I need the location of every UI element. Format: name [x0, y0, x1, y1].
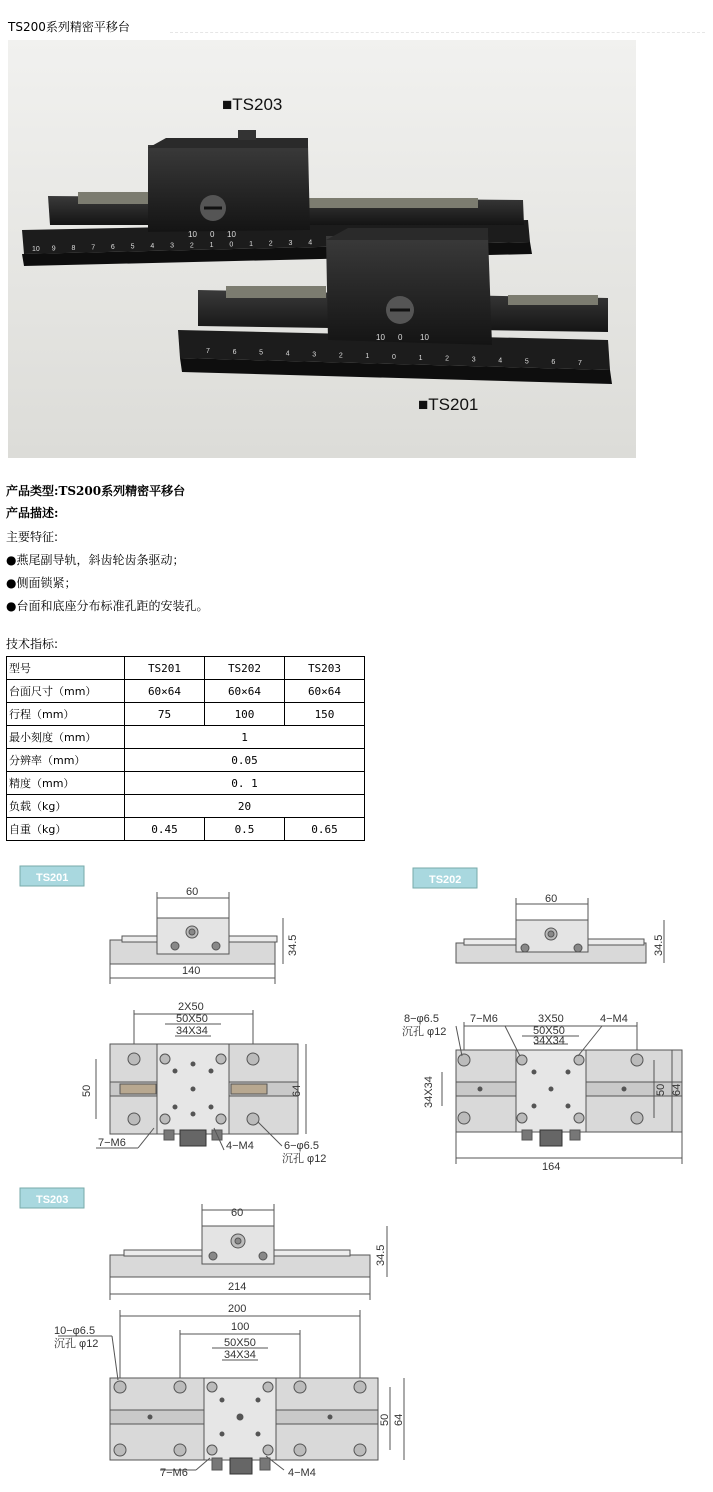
ruler-tick-label: 1	[209, 241, 214, 249]
ruler-tick-label: 1	[418, 354, 423, 362]
ruler-tick-label: 5	[259, 349, 264, 357]
ts203-tag-label: TS203	[36, 1194, 69, 1206]
tech-title: 技术指标:	[6, 637, 59, 651]
table-cell: 0.65	[285, 818, 365, 841]
technical-drawings	[0, 860, 713, 1492]
ruler-tick-label: 8	[71, 245, 76, 253]
ruler-tick-label: 4	[285, 350, 290, 358]
ruler-tick-label: 3	[471, 356, 476, 364]
ruler-tick-label: 10	[32, 246, 40, 253]
table-cell: 75	[125, 703, 205, 726]
ts203-dim-50x50: 50X50	[224, 1337, 256, 1349]
ruler-tick-label: 6	[232, 348, 237, 356]
photo-label-ts203: ■TS203	[222, 95, 283, 114]
table-cell: 1	[125, 726, 365, 749]
ruler-tick-label: 2	[268, 240, 273, 248]
table-cell: 最小刻度（mm）	[7, 726, 125, 749]
table-cell: 自重（kg）	[7, 818, 125, 841]
ts203-dim-length: 214	[228, 1281, 247, 1293]
table-header-row	[7, 657, 365, 680]
ts202-dim-34x34: 34X34	[533, 1035, 565, 1047]
table-header-cell: TS203	[285, 657, 365, 680]
ts203-m4: 4−M4	[288, 1467, 316, 1479]
product-type: 产品类型:TS200系列精密平移台	[6, 484, 186, 498]
ts202-dim-height: 34.5	[653, 934, 665, 956]
photo-label-ts201: ■TS201	[418, 395, 479, 414]
ts203-knob-scale	[188, 230, 236, 239]
ruler-tick-label: 7	[206, 348, 210, 355]
ts201-dim-34x34: 34X34	[176, 1025, 208, 1037]
ruler-tick-label: 5	[130, 243, 135, 251]
table-row	[7, 795, 365, 818]
ts202-dim-50: 50	[655, 1083, 667, 1096]
title-divider	[170, 32, 705, 33]
ts203-counterbore: 沉孔 φ12	[54, 1338, 99, 1350]
ruler-tick-label: 7	[91, 244, 96, 252]
table-row	[7, 772, 365, 795]
ruler-tick-label: 1	[365, 353, 370, 361]
ts202-dim-3x50: 3X50	[538, 1013, 564, 1025]
ruler-tick-label: 1	[249, 240, 253, 248]
ts203-dim-50: 50	[379, 1413, 391, 1426]
table-header-cell: TS201	[125, 657, 205, 680]
ts202-dim-64: 64	[671, 1083, 683, 1096]
table-row	[7, 749, 365, 772]
feature-item: ●燕尾副导轨，斜齿轮齿条驱动；	[6, 553, 185, 567]
ts201-counterbore: 沉孔 φ12	[282, 1153, 327, 1165]
table-header-cell: 型号	[7, 657, 125, 680]
ruler-tick-label: 2	[189, 242, 194, 250]
ts202-dim-length: 164	[542, 1161, 561, 1173]
ts202-dim-width: 60	[545, 893, 558, 905]
svg-text:10: 10	[227, 230, 236, 239]
svg-text:10: 10	[420, 333, 429, 342]
ruler-tick-label: 2	[338, 352, 343, 360]
svg-text:10: 10	[188, 230, 197, 239]
svg-text:0: 0	[398, 333, 403, 342]
ruler-tick-label: 6	[110, 244, 115, 252]
table-cell: 行程（mm）	[7, 703, 125, 726]
ruler-tick-label: 0	[392, 354, 396, 361]
ruler-tick-label: 4	[308, 239, 313, 247]
table-cell: 台面尺寸（mm）	[7, 680, 125, 703]
ts201-hole: 6−φ6.5	[284, 1140, 319, 1152]
ruler-tick-label: 7	[578, 360, 582, 367]
table-cell: 150	[285, 703, 365, 726]
table-row	[7, 726, 365, 749]
ts201-dim-50x50: 50X50	[176, 1013, 208, 1025]
table-cell: 20	[125, 795, 365, 818]
ts203-dim-200: 200	[228, 1303, 247, 1315]
ts203-dim-100: 100	[231, 1321, 250, 1333]
ts201-dim-length: 140	[182, 965, 201, 977]
ruler-tick-label: 0	[229, 241, 234, 249]
ts201-dim-64: 64	[291, 1084, 303, 1097]
table-cell: 精度（mm）	[7, 772, 125, 795]
ruler-tick-label: 2	[445, 355, 450, 363]
table-cell: 0.45	[125, 818, 205, 841]
ts201-dim-height: 34.5	[287, 934, 299, 956]
ruler-tick-label: 6	[551, 359, 556, 367]
features-title: 主要特征:	[6, 530, 59, 544]
ts203-hole: 10−φ6.5	[54, 1325, 96, 1337]
table-cell: 0.05	[125, 749, 365, 772]
ts203-m6: 7−M6	[160, 1467, 188, 1479]
ruler-tick-label: 9	[51, 245, 56, 253]
ts203-dim-height: 34.5	[375, 1244, 387, 1266]
ruler-tick-label: 4	[150, 243, 155, 251]
ts202-dim-50x50: 50X50	[533, 1025, 565, 1037]
feature-item: ●侧面锁紧；	[6, 576, 77, 590]
table-cell: 100	[205, 703, 285, 726]
svg-text:0: 0	[210, 230, 215, 239]
ts201-dim-width: 60	[186, 886, 199, 898]
ts202-counterbore: 沉孔 φ12	[402, 1026, 447, 1038]
feature-item: ●台面和底座分布标准孔距的安装孔。	[6, 599, 209, 613]
table-cell: 60×64	[285, 680, 365, 703]
ts201-dim-2x50: 2X50	[178, 1001, 204, 1013]
table-header-cell: TS202	[205, 657, 285, 680]
ruler-tick-label: 3	[288, 239, 293, 247]
table-cell: 0.5	[205, 818, 285, 841]
feature-list	[6, 549, 208, 618]
table-cell: 60×64	[125, 680, 205, 703]
ts202-tag-label: TS202	[429, 874, 462, 886]
ts203-dim-width: 60	[231, 1207, 244, 1219]
table-row	[7, 680, 365, 703]
table-cell: 分辨率（mm）	[7, 749, 125, 772]
table-row	[7, 703, 365, 726]
page-title: TS200系列精密平移台	[8, 20, 130, 34]
svg-text:10: 10	[376, 333, 385, 342]
ts203-dim-34x34: 34X34	[224, 1349, 256, 1361]
table-cell: 负载（kg）	[7, 795, 125, 818]
ts201-tag-label: TS201	[36, 872, 69, 884]
table-cell: 60×64	[205, 680, 285, 703]
ts202-m6: 7−M6	[470, 1013, 498, 1025]
ts202-dim-34x34-v: 34X34	[423, 1076, 435, 1108]
ts202-m4: 4−M4	[600, 1013, 628, 1025]
ts201-dim-50: 50	[81, 1084, 93, 1097]
ruler-tick-label: 3	[170, 242, 175, 250]
ts201-m4: 4−M4	[226, 1140, 254, 1152]
product-desc-label: 产品描述:	[6, 506, 59, 520]
product-photo	[8, 40, 636, 458]
ruler-tick-label: 4	[498, 357, 503, 365]
table-cell: 0. 1	[125, 772, 365, 795]
spec-table	[6, 656, 365, 841]
ts201-m6: 7−M6	[98, 1137, 126, 1149]
ts201-drawing	[20, 866, 306, 1150]
ts202-hole: 8−φ6.5	[404, 1013, 439, 1025]
ruler-tick-label: 5	[524, 358, 529, 366]
ts203-dim-64: 64	[393, 1413, 405, 1426]
ruler-tick-label: 3	[312, 351, 317, 359]
table-row	[7, 818, 365, 841]
